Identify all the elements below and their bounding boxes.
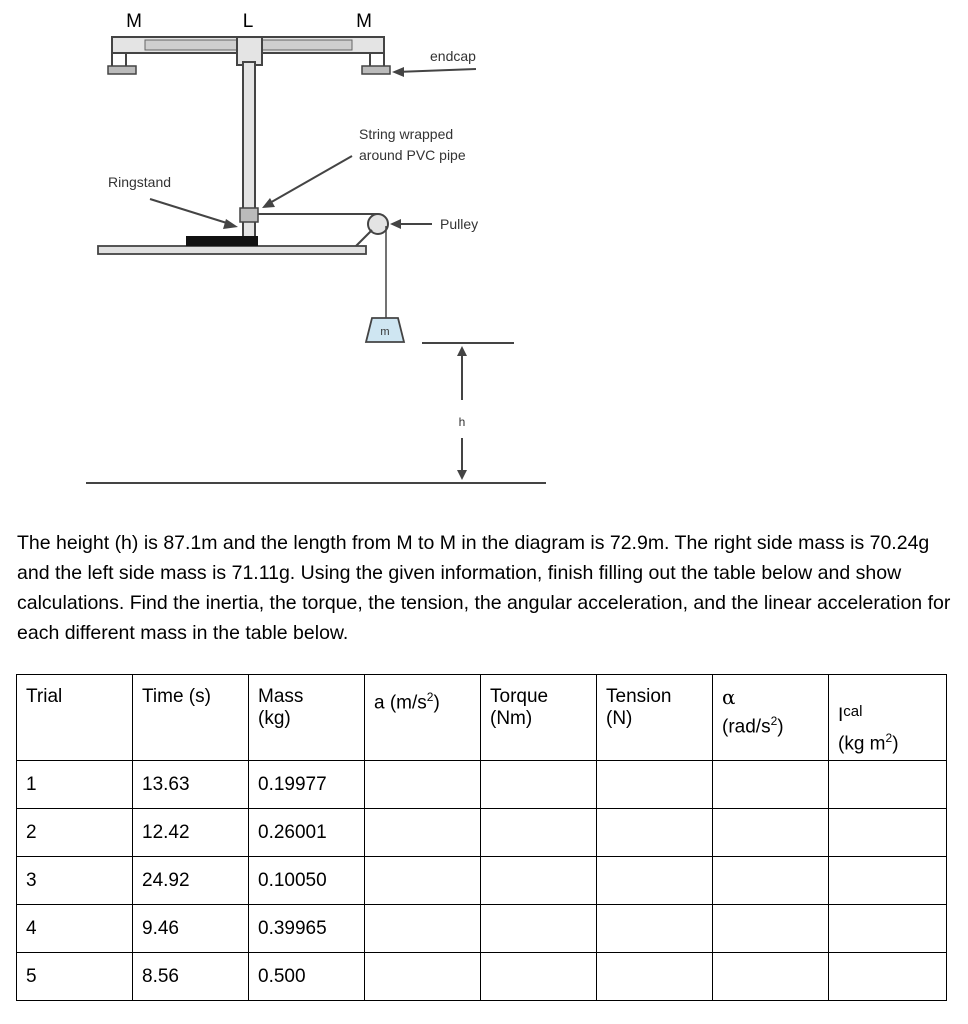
- cell-acceleration[interactable]: [365, 857, 481, 905]
- cell-time: 8.56: [133, 953, 249, 1001]
- cell-mass: 0.26001: [249, 809, 365, 857]
- cell-torque[interactable]: [481, 761, 597, 809]
- header-trial: Trial: [17, 675, 133, 761]
- cell-mass: 0.19977: [249, 761, 365, 809]
- cell-torque[interactable]: [481, 857, 597, 905]
- cell-time: 24.92: [133, 857, 249, 905]
- pulley-support: [356, 230, 372, 246]
- cell-torque[interactable]: [481, 809, 597, 857]
- cell-trial: 5: [17, 953, 133, 1001]
- cell-angular-acceleration[interactable]: [713, 761, 829, 809]
- height-arrowhead-up: [457, 346, 467, 356]
- table-row: [17, 905, 947, 953]
- pulley-arrowhead: [390, 219, 401, 229]
- cell-tension[interactable]: [597, 905, 713, 953]
- cell-torque[interactable]: [481, 953, 597, 1001]
- right-endcap-base: [362, 66, 390, 74]
- bar-right-section: [262, 40, 352, 50]
- endcap-arrow: [396, 69, 476, 72]
- cell-inertia[interactable]: [829, 953, 947, 1001]
- label-ringstand: Ringstand: [108, 174, 172, 190]
- header-row: [17, 675, 947, 761]
- cell-acceleration[interactable]: [365, 953, 481, 1001]
- cell-trial: 2: [17, 809, 133, 857]
- cell-trial: 1: [17, 761, 133, 809]
- height-label: h: [458, 415, 466, 429]
- label-m-left: M: [126, 11, 142, 32]
- header-inertia: $I^{cal}$ (kg $m^2$): [829, 675, 947, 761]
- height-arrowhead-down: [457, 470, 467, 480]
- cell-angular-acceleration[interactable]: [713, 809, 829, 857]
- cell-inertia[interactable]: [829, 857, 947, 905]
- cell-acceleration[interactable]: [365, 761, 481, 809]
- ringstand-arrowhead: [223, 219, 238, 229]
- ringstand-clamp: [240, 208, 258, 222]
- left-endcap-base: [108, 66, 136, 74]
- label-m-right: M: [356, 11, 372, 32]
- problem-statement: The height (h) is 87.1m and the length from M to M in the diagram is 72.9m. The right side mass is 70.24g and the left side mass is 71.11g. Using the given information, finish filling out the table below and show calculations. Find the inertia, the torque, the tension, the angular acceleration, and the linear acceleration for each different mass in the table below.: [17, 532, 951, 644]
- table-row: [17, 857, 947, 905]
- cell-mass: 0.39965: [249, 905, 365, 953]
- ringstand-base: [186, 236, 258, 246]
- header-acceleration: a $(m/s^2)$: [365, 675, 481, 761]
- header-mass: Mass (kg): [249, 675, 365, 761]
- label-endcap: endcap: [430, 48, 476, 64]
- cell-torque[interactable]: [481, 905, 597, 953]
- cell-mass: 0.500: [249, 953, 365, 1001]
- cell-time: 12.42: [133, 809, 249, 857]
- label-l: L: [242, 11, 254, 32]
- tee-joint: [237, 37, 262, 65]
- label-string-line2: around PVC pipe: [359, 147, 466, 163]
- cell-tension[interactable]: [597, 809, 713, 857]
- cell-trial: 3: [17, 857, 133, 905]
- cell-time: 13.63: [133, 761, 249, 809]
- cell-acceleration[interactable]: [365, 905, 481, 953]
- cell-inertia[interactable]: [829, 761, 947, 809]
- label-string-line1: String wrapped: [359, 126, 454, 142]
- apparatus-diagram: [0, 0, 968, 510]
- table-row: [17, 761, 947, 809]
- string-arrowhead: [262, 198, 275, 208]
- mass-label: m: [380, 326, 390, 338]
- cell-acceleration[interactable]: [365, 809, 481, 857]
- cell-tension[interactable]: [597, 761, 713, 809]
- cell-mass: 0.10050: [249, 857, 365, 905]
- table-row: [17, 809, 947, 857]
- cell-trial: 4: [17, 905, 133, 953]
- label-pulley: Pulley: [440, 216, 479, 232]
- cell-time: 9.46: [133, 905, 249, 953]
- cell-inertia[interactable]: [829, 905, 947, 953]
- cell-inertia[interactable]: [829, 809, 947, 857]
- base-board: [98, 246, 366, 254]
- cell-angular-acceleration[interactable]: [713, 905, 829, 953]
- data-table: [16, 674, 947, 1001]
- cell-tension[interactable]: [597, 857, 713, 905]
- header-time: Time (s): [133, 675, 249, 761]
- ringstand-arrow: [150, 199, 230, 224]
- cell-angular-acceleration[interactable]: [713, 953, 829, 1001]
- table-row: [17, 953, 947, 1001]
- string-arrow: [268, 156, 352, 204]
- endcap-arrowhead: [392, 67, 404, 77]
- header-tension: Tension (N): [597, 675, 713, 761]
- cell-tension[interactable]: [597, 953, 713, 1001]
- header-angular-acceleration: α $(rad/s^2)$: [713, 675, 829, 761]
- header-torque: Torque (Nm): [481, 675, 597, 761]
- bar-left-section: [145, 40, 237, 50]
- cell-angular-acceleration[interactable]: [713, 857, 829, 905]
